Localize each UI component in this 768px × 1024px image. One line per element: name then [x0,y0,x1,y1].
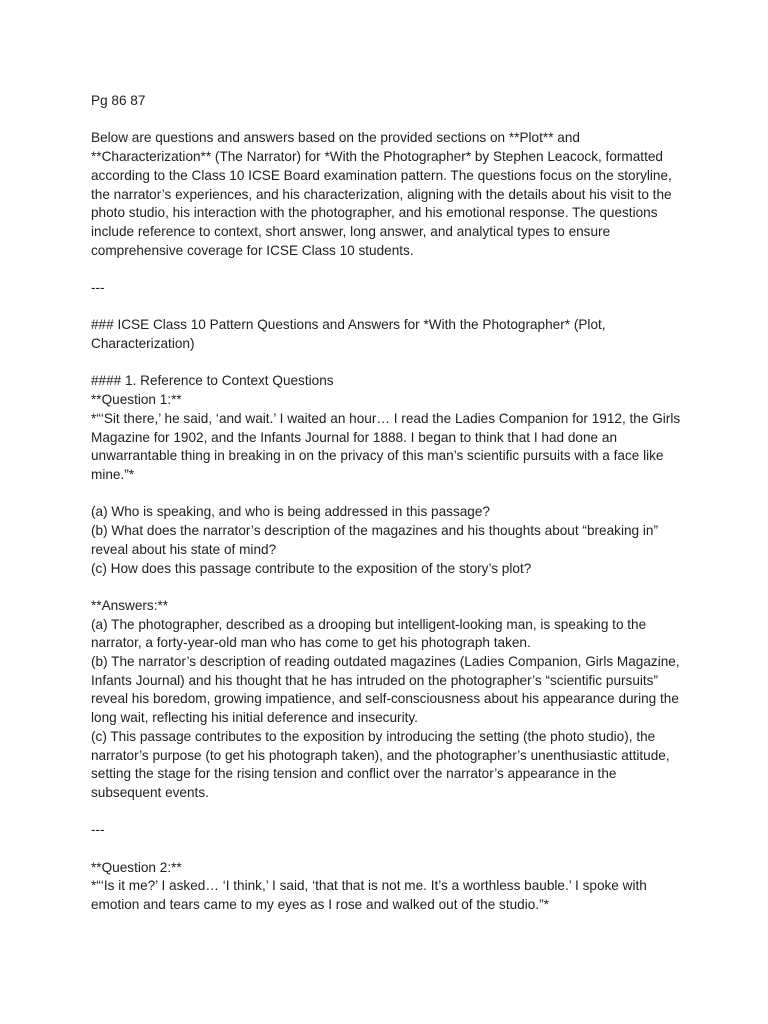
spacer [91,298,687,317]
section-subheading: #### 1. Reference to Context Questions [91,373,334,389]
answer-a: (a) The photographer, described as a drooping but intelligent-looking man, is speaking to the narrator, a forty-year-old man who has come to get his photograph taken. [91,616,647,651]
spacer [91,840,687,859]
answers-label: **Answers:** [91,597,169,613]
intro-paragraph: Below are questions and answers based on the provided sections on **Plot** and **Characterization** (The Narrator) for *With the Photographer* by Stephen Leacock, formatted according to the Class 10 ICSE Board examination pattern. The questions focus on the storyline, the narrator’s experiences, and his characterization, aligning with the details about his visit to the photo studio, his interaction with the photographer, and his emotional response. The questions include reference to context, short answer, long answer, and analytical types to ensure comprehensive coverage for ICSE Class 10 students. [91,130,672,258]
spacer [91,803,687,822]
answer-b: (b) The narrator’s description of reading outdated magazines (Ladies Companion, Girls Magazine, Infants Journal) and his thought that he has intruded on the photographer’s “scientific pursuits” reveal his boredom, growing impatience, and self-consciousness about his appearance during the long wait, reflecting his initial deference and insecurity. [91,654,680,726]
question-2-passage: *“‘Is it me?’ I asked… ‘I think,’ I said, ‘that that is not me. It’s a worthless bauble.’ I spoke with emotion and tears came to my eyes as I rose and walked out of the studio.”* [91,878,647,913]
spacer [91,354,687,373]
spacer [91,260,687,279]
section-heading: ### ICSE Class 10 Pattern Questions and Answers for *With the Photographer* (Plot, Characterization) [91,317,606,352]
separator: --- [91,822,105,838]
spacer [91,578,687,597]
question-1-part-b: (b) What does the narrator’s description of the magazines and his thoughts about “breaking in” reveal about his state of mind? [91,523,658,557]
page-reference: Pg 86 87 [91,93,146,108]
spacer [91,111,687,130]
question-2-label: **Question 2:** [91,859,182,875]
question-1-passage: *“‘Sit there,’ he said, ‘and wait.’ I waited an hour… I read the Ladies Companion for 1912, the Girls Magazine for 1902, and the Infants Journal for 1888. I began to think that I had done an unwarrantable thing in breaking in on the privacy of this man’s scientific pursuits with a face like mine.”* [91,410,681,482]
question-1-label: **Question 1:** [91,392,182,408]
document-page [91,92,687,915]
question-1-part-c: (c) How does this passage contribute to the exposition of the story’s plot? [91,560,532,576]
question-1-part-a: (a) Who is speaking, and who is being addressed in this passage? [91,504,490,520]
answer-c: (c) This passage contributes to the exposition by introducing the setting (the photo studio), the narrator’s purpose (to get his photograph taken), and the photographer’s unenthusiastic attitude, setting the stage for the rising tension and conflict over the narrator’s appearance in the subsequent events. [91,728,670,800]
separator: --- [91,280,105,295]
spacer [91,485,687,504]
